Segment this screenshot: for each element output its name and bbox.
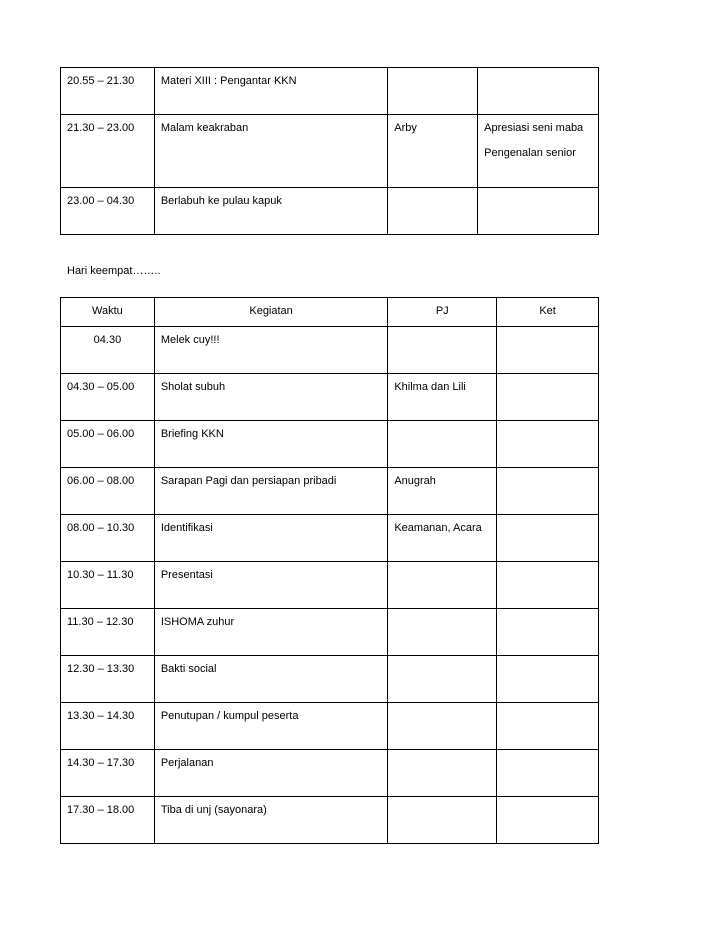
pj-cell [388,656,497,703]
table-row [61,797,599,844]
pj-cell: Anugrah [388,468,497,515]
activity-cell: Perjalanan [154,750,387,797]
time-cell: 14.30 – 17.30 [61,750,155,797]
ket-note: Pengenalan senior [484,147,576,159]
activity-cell: Briefing KKN [154,421,387,468]
pj-cell [388,188,478,235]
pj-cell [388,609,497,656]
time-cell: 08.00 – 10.30 [61,515,155,562]
ket-cell [478,188,599,235]
time-cell: 21.30 – 23.00 [61,115,155,188]
table-row [61,115,599,188]
pj-cell: Keamanan, Acara [388,515,497,562]
ket-cell [478,115,599,188]
table-row [61,68,599,115]
table-header-row [61,298,599,327]
ket-cell [497,515,599,562]
header-activity: Kegiatan [154,298,387,327]
activity-cell: Presentasi [154,562,387,609]
ket-cell [497,374,599,421]
table-row [61,750,599,797]
ket-cell [497,609,599,656]
ket-cell [497,703,599,750]
time-cell: 10.30 – 11.30 [61,562,155,609]
activity-cell: Materi XIII : Pengantar KKN [154,68,387,115]
activity-cell: Identifikasi [154,515,387,562]
ket-cell [497,797,599,844]
pj-cell [388,703,497,750]
header-ket: Ket [497,298,599,327]
pj-cell [388,797,497,844]
header-pj: PJ [388,298,497,327]
table-row [61,374,599,421]
pj-cell: Khilma dan Lili [388,374,497,421]
pj-cell: Arby [388,115,478,188]
ket-cell [497,468,599,515]
activity-cell: ISHOMA zuhur [154,609,387,656]
ket-cell [497,750,599,797]
ket-cell [478,68,599,115]
table-row [61,703,599,750]
time-cell: 13.30 – 14.30 [61,703,155,750]
ket-cell [497,421,599,468]
table-row [61,609,599,656]
table-row [61,421,599,468]
pj-cell [388,327,497,374]
activity-cell: Sarapan Pagi dan persiapan pribadi [154,468,387,515]
ket-cell [497,656,599,703]
pj-cell [388,562,497,609]
schedule-table-day4 [60,297,599,844]
time-cell: 12.30 – 13.30 [61,656,155,703]
activity-cell: Sholat subuh [154,374,387,421]
pj-cell [388,750,497,797]
activity-cell: Bakti social [154,656,387,703]
table-row [61,468,599,515]
ket-cell [497,327,599,374]
table-row [61,327,599,374]
table-row [61,188,599,235]
table-row [61,515,599,562]
time-cell: 20.55 – 21.30 [61,68,155,115]
header-time: Waktu [61,298,155,327]
ket-note: Apresiasi seni maba [484,122,584,134]
table-row [61,562,599,609]
pj-cell [388,68,478,115]
time-cell: 04.30 [61,327,155,374]
time-cell: 17.30 – 18.00 [61,797,155,844]
time-cell: 11.30 – 12.30 [61,609,155,656]
activity-cell: Berlabuh ke pulau kapuk [154,188,387,235]
schedule-table-day3-end [60,67,599,235]
activity-cell: Malam keakraban [154,115,387,188]
table-row [61,656,599,703]
activity-cell: Melek cuy!!! [154,327,387,374]
time-cell: 23.00 – 04.30 [61,188,155,235]
time-cell: 05.00 – 06.00 [61,421,155,468]
activity-cell: Tiba di unj (sayonara) [154,797,387,844]
time-cell: 04.30 – 05.00 [61,374,155,421]
day-heading: Hari keempat…….. [67,265,161,277]
activity-cell: Penutupan / kumpul peserta [154,703,387,750]
time-cell: 06.00 – 08.00 [61,468,155,515]
ket-cell [497,562,599,609]
pj-cell [388,421,497,468]
